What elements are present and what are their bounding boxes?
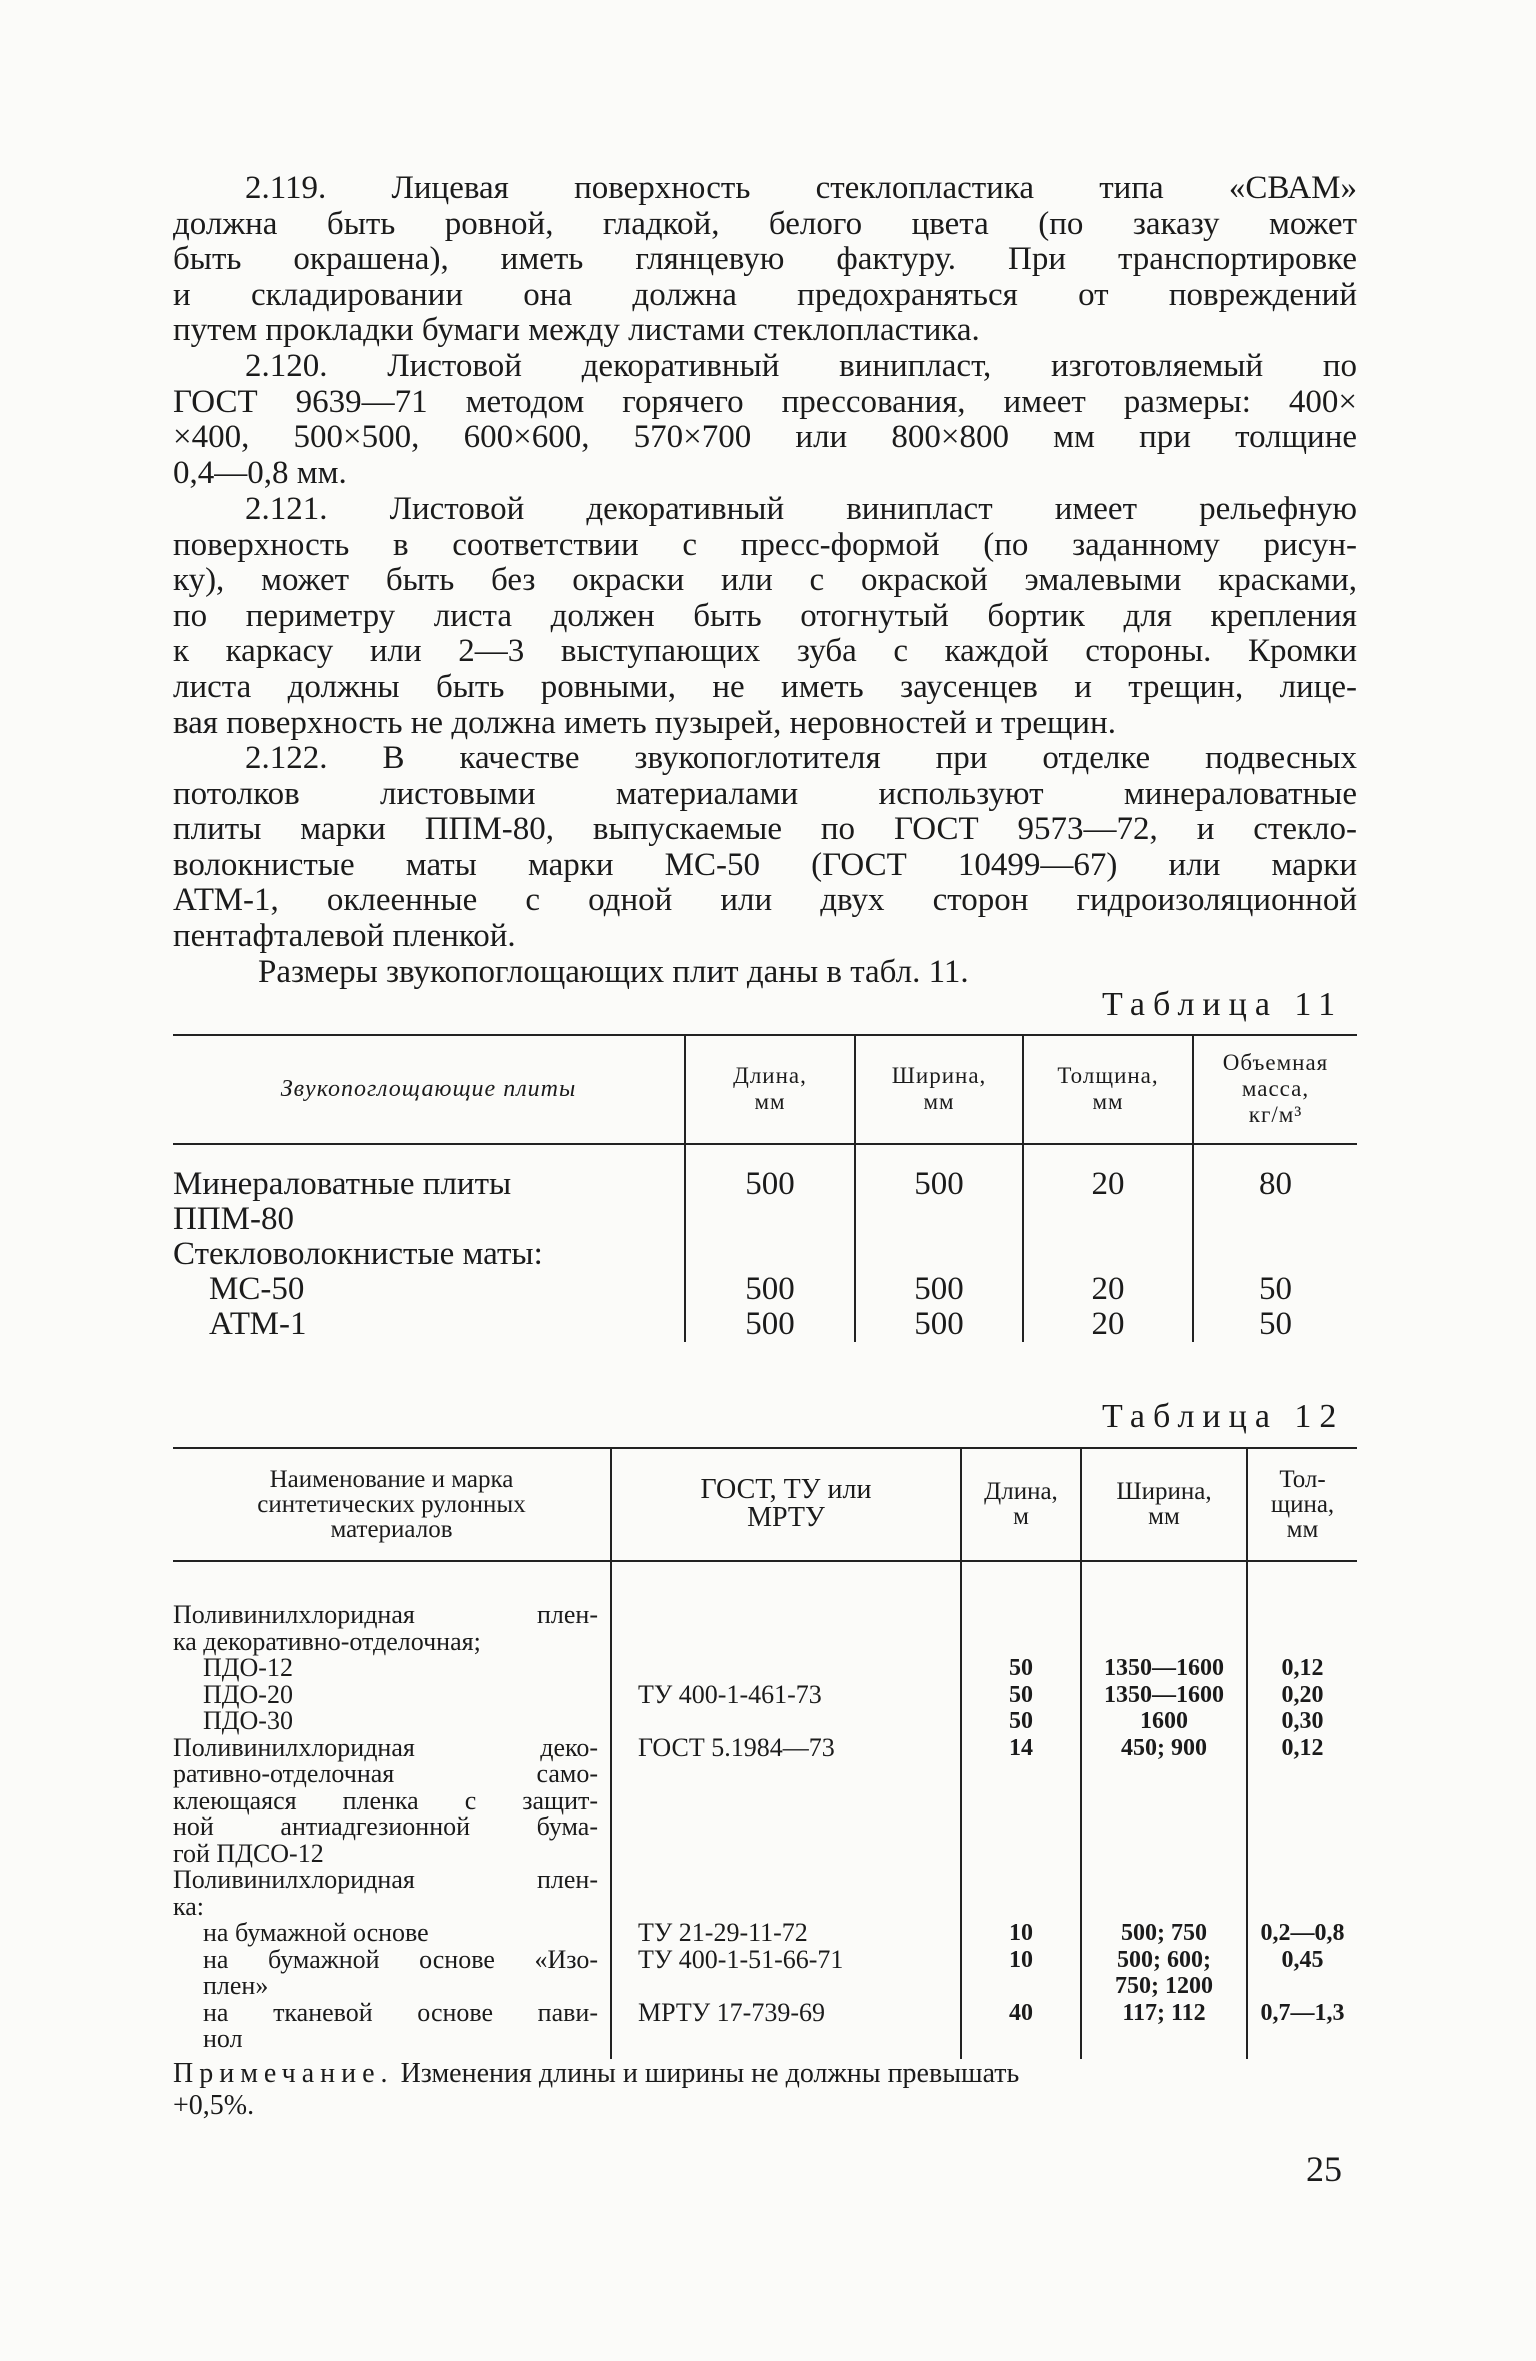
header-text: Толщина, — [1057, 1063, 1159, 1088]
cell-text — [1082, 1761, 1246, 1788]
cell-text: Минераловатные плиты — [173, 1166, 512, 1202]
table11-header-width — [855, 1035, 1023, 1144]
text-line: потолков листовыми материалами используют минераловатные — [173, 775, 1357, 812]
cell-text: 50 — [1009, 1655, 1033, 1681]
cell-text: 500 — [914, 1271, 964, 1307]
cell-text — [638, 1788, 960, 1815]
header-text: Ширина, — [1116, 1478, 1212, 1505]
cell-text: 50 — [1259, 1306, 1292, 1342]
cell-text — [962, 1867, 1080, 1894]
cell-text: ГОСТ 5.1984—73 — [638, 1732, 835, 1762]
cell-text: 500; 750 — [1121, 1920, 1207, 1946]
header-text: Длина, — [733, 1063, 807, 1088]
cell-text — [962, 1788, 1080, 1815]
cell-text: 20 — [1091, 1166, 1125, 1202]
cell-text — [1248, 1761, 1357, 1788]
cell-text: на тканевой основе пави- — [203, 1997, 598, 2027]
header-text: масса, — [1241, 1076, 1310, 1101]
cell-text — [638, 1655, 960, 1682]
text-line: путем прокладки бумаги между листами стеклопластика. — [173, 312, 980, 349]
cell-text: МРТУ 17-739-69 — [638, 1997, 826, 2027]
table12-cell-width — [1081, 1561, 1247, 2059]
cell-text — [1248, 2026, 1357, 2053]
header-text: мм — [1148, 1503, 1180, 1530]
cell-text — [1082, 1602, 1246, 1629]
text-line: по периметру листа должен быть отогнутый бортик для крепления — [173, 597, 1357, 634]
table11-cell-thickness — [1023, 1144, 1193, 1342]
cell-text — [1248, 1814, 1357, 1841]
header-text: щина, — [1270, 1490, 1335, 1518]
note-label: Примечание. — [173, 2058, 394, 2089]
header-text: Ширина, — [891, 1063, 987, 1088]
text-line: плиты марки ППМ-80, выпускаемые по ГОСТ 9573—72, и стекло- — [173, 811, 1357, 848]
text-line: 2.119. Лицевая поверхность стеклопластика типа «СВАМ» — [245, 170, 1357, 206]
cell-text: 117; 112 — [1122, 1999, 1206, 2026]
table12-header-width — [1081, 1448, 1247, 1561]
cell-text — [1082, 1629, 1246, 1656]
cell-text: Стекловолокнистые маты: — [173, 1236, 543, 1272]
text-line: и складировании она должна предохраняться от повреждений — [173, 276, 1357, 313]
cell-text: 14 — [1009, 1734, 1033, 1761]
cell-text — [962, 1894, 1080, 1921]
header-text: Наименование и марка — [269, 1465, 514, 1493]
cell-text: 450; 900 — [1121, 1734, 1207, 1761]
cell-text — [1082, 1894, 1246, 1921]
table-12 — [173, 1448, 1357, 2059]
header-text: м — [1013, 1503, 1029, 1530]
cell-text: ТУ 21-29-11-72 — [638, 1918, 808, 1947]
cell-text: 0,20 — [1281, 1681, 1324, 1708]
text-line: должна быть ровной, гладкой, белого цвета (по заказу может — [173, 205, 1357, 242]
header-text: Длина, — [984, 1478, 1058, 1505]
cell-text: ка декоративно-отделочная; — [173, 1626, 481, 1656]
cell-text: ТУ 400-1-461-73 — [638, 1679, 822, 1709]
page-number: 25 — [1306, 2149, 1342, 2189]
cell-text: 20 — [1091, 1271, 1125, 1307]
table-note — [173, 2058, 1357, 2122]
cell-text: ной антиадгезионной бума- — [173, 1812, 598, 1841]
cell-text: 500 — [914, 1306, 964, 1342]
cell-text: 0,12 — [1281, 1734, 1324, 1761]
cell-text: ТУ 400-1-51-66-71 — [638, 1944, 844, 1974]
note-text-2: +0,5%. — [173, 2090, 255, 2121]
header-text: материалов — [330, 1515, 453, 1543]
text-line: ×400, 500×500, 600×600, 570×700 или 800×800 мм при толщине — [173, 419, 1357, 456]
cell-text: 0,12 — [1281, 1655, 1324, 1681]
cell-text: 10 — [1009, 1946, 1033, 1973]
header-text: синтетических рулонных — [257, 1490, 526, 1518]
cell-text: 1350—1600 — [1104, 1655, 1224, 1681]
text-line: волокнистые маты марки МС-50 (ГОСТ 10499—67) или марки — [173, 846, 1357, 883]
text-line: Размеры звукопоглощающих плит даны в табл. 11. — [258, 954, 969, 990]
cell-text — [1248, 1841, 1357, 1868]
cell-text: 500 — [745, 1166, 795, 1202]
cell-text — [1082, 1867, 1246, 1894]
cell-text — [1248, 1602, 1357, 1629]
cell-text: 50 — [1259, 1271, 1292, 1307]
cell-text — [638, 1841, 960, 1868]
table-11 — [173, 1035, 1357, 1342]
cell-text: 750; 1200 — [1115, 1973, 1213, 1999]
table12-header-thickness — [1247, 1448, 1357, 1561]
table12-cell-gost — [611, 1561, 961, 2059]
text-line: 2.122. В качестве звукопоглотителя при отделке подвесных — [245, 740, 1357, 776]
text-line: листа должны быть ровными, не иметь заусенцев и трещин, лице- — [173, 668, 1357, 705]
cell-text — [962, 2026, 1080, 2053]
table11-cell-length — [685, 1144, 855, 1342]
cell-text: Поливинилхлоридная плен- — [173, 1600, 598, 1629]
cell-text: гой ПДСО-12 — [173, 1838, 324, 1868]
cell-text: ративно-отделочная само- — [173, 1759, 598, 1788]
table11-cell-width — [855, 1144, 1023, 1342]
cell-text — [1082, 1788, 1246, 1815]
cell-text: 500 — [914, 1166, 964, 1202]
header-text: мм — [923, 1089, 955, 1114]
paragraph-2-119 — [173, 171, 1357, 349]
text-line: 0,4—0,8 мм. — [173, 454, 347, 491]
table12-header-row — [173, 1448, 1357, 1561]
cell-text: 0,45 — [1281, 1946, 1324, 1973]
cell-text: клеющаяся пленка с защит- — [173, 1785, 598, 1815]
header-text: мм — [1092, 1089, 1124, 1114]
cell-text — [638, 1814, 960, 1841]
table12-cell-name — [173, 1561, 611, 2059]
cell-text — [962, 1602, 1080, 1629]
cell-text: 500; 600; — [1117, 1946, 1211, 1973]
paragraph-2-122 — [173, 741, 1357, 955]
cell-text: 500 — [745, 1306, 795, 1342]
header-text: кг/м³ — [1248, 1102, 1303, 1127]
cell-text — [638, 1629, 960, 1656]
table11-cell-density — [1193, 1144, 1357, 1342]
cell-text: на бумажной основе — [203, 1918, 429, 1947]
text-line: АТМ-1, оклеенные с одной или двух сторон гидроизоляционной — [173, 882, 1357, 919]
cell-text — [1248, 1788, 1357, 1815]
cell-text: 10 — [1009, 1920, 1033, 1946]
cell-text — [1248, 1894, 1357, 1921]
table12-cell-length — [961, 1561, 1081, 2059]
cell-text: 50 — [1009, 1708, 1033, 1734]
note-text: Изменения длины и ширины не должны превышать — [400, 2058, 1020, 2089]
text-line: 2.120. Листовой декоративный винипласт, изготовляемый по — [245, 348, 1357, 384]
cell-text: АТМ-1 — [209, 1306, 307, 1342]
cell-text — [1248, 1629, 1357, 1656]
cell-text: Поливинилхлоридная плен- — [173, 1865, 598, 1894]
cell-text: 50 — [1009, 1681, 1033, 1708]
cell-text — [962, 1629, 1080, 1656]
cell-text — [1082, 2026, 1246, 2053]
cell-text: 500 — [745, 1271, 795, 1307]
cell-text: 80 — [1259, 1166, 1292, 1202]
cell-text: 1600 — [1140, 1708, 1188, 1734]
cell-text: 20 — [1091, 1306, 1125, 1342]
table12-header-length — [961, 1448, 1081, 1561]
cell-text: 0,30 — [1281, 1708, 1324, 1734]
table11-caption: Таблица 11 — [1102, 986, 1344, 1023]
cell-text — [638, 1602, 960, 1629]
cell-text — [1248, 1973, 1357, 2000]
header-text: мм — [754, 1089, 786, 1114]
cell-text: ППМ-80 — [173, 1201, 294, 1237]
cell-text: на бумажной основе «Изо- — [203, 1944, 598, 1974]
text-line: ку), может быть без окраски или с окраской эмалевыми красками, — [173, 562, 1357, 599]
cell-text — [638, 2026, 960, 2053]
cell-text: ка: — [173, 1891, 205, 1921]
header-text: Тол- — [1279, 1465, 1326, 1493]
cell-text: нол — [203, 2024, 243, 2053]
table12-caption: Таблица 12 — [1102, 1398, 1345, 1435]
text-line: пентафталевой пленкой. — [173, 917, 516, 954]
cell-text: 40 — [1009, 1999, 1033, 2026]
table12-cell-thickness — [1247, 1561, 1357, 2059]
header-text: Объемная — [1222, 1050, 1329, 1075]
cell-text — [962, 1761, 1080, 1788]
cell-text — [638, 1867, 960, 1894]
cell-text — [1248, 1867, 1357, 1894]
cell-text: ПДО-12 — [203, 1653, 293, 1682]
cell-text: 0,7—1,3 — [1260, 1999, 1345, 2026]
cell-text — [962, 1841, 1080, 1868]
header-text: мм — [1286, 1515, 1319, 1543]
cell-text — [1082, 1841, 1246, 1868]
paragraph-2-120 — [173, 349, 1357, 491]
text-line: поверхность в соответствии с пресс-формой (по заданному рисун- — [173, 526, 1357, 563]
cell-text: 0,2—0,8 — [1260, 1920, 1345, 1946]
text-line: вая поверхность не должна иметь пузырей, неровностей и трещин. — [173, 704, 1116, 741]
cell-text — [638, 1761, 960, 1788]
table12-header-gost — [611, 1448, 961, 1561]
header-text: ГОСТ, ТУ или — [700, 1474, 872, 1505]
table12-header-name — [173, 1448, 611, 1561]
cell-text: Поливинилхлоридная деко- — [173, 1732, 598, 1762]
cell-text: плен» — [203, 1971, 269, 2000]
paragraph-2-121 — [173, 492, 1357, 741]
cell-text: ПДО-30 — [203, 1706, 293, 1735]
cell-text — [962, 1973, 1080, 2000]
cell-text — [962, 1814, 1080, 1841]
table11-header-row — [173, 1035, 1357, 1144]
text-line: ГОСТ 9639—71 методом горячего прессования, имеет размеры: 400× — [173, 383, 1357, 420]
cell-text — [1082, 1814, 1246, 1841]
table11-header-name: Звукопоглощающие плиты — [173, 1035, 685, 1144]
cell-text: МС-50 — [209, 1271, 305, 1307]
cell-text — [638, 1894, 960, 1921]
text-line: быть окрашена), иметь глянцевую фактуру. При транспортировке — [173, 241, 1357, 278]
table11-header-length — [685, 1035, 855, 1144]
table11-cell-name — [173, 1144, 685, 1342]
table-row — [173, 1144, 1357, 1342]
cell-text: ПДО-20 — [203, 1679, 293, 1709]
text-line: к каркасу или 2—3 выступающих зуба с каждой стороны. Кромки — [173, 633, 1357, 670]
cell-text — [638, 1973, 960, 2000]
table11-header-density — [1193, 1035, 1357, 1144]
header-text: МРТУ — [747, 1502, 825, 1533]
table-row — [173, 1561, 1357, 2059]
cell-text — [638, 1708, 960, 1735]
text-line: 2.121. Листовой декоративный винипласт имеет рельефную — [245, 491, 1357, 527]
table11-header-thickness — [1023, 1035, 1193, 1144]
cell-text: 1350—1600 — [1104, 1681, 1224, 1708]
